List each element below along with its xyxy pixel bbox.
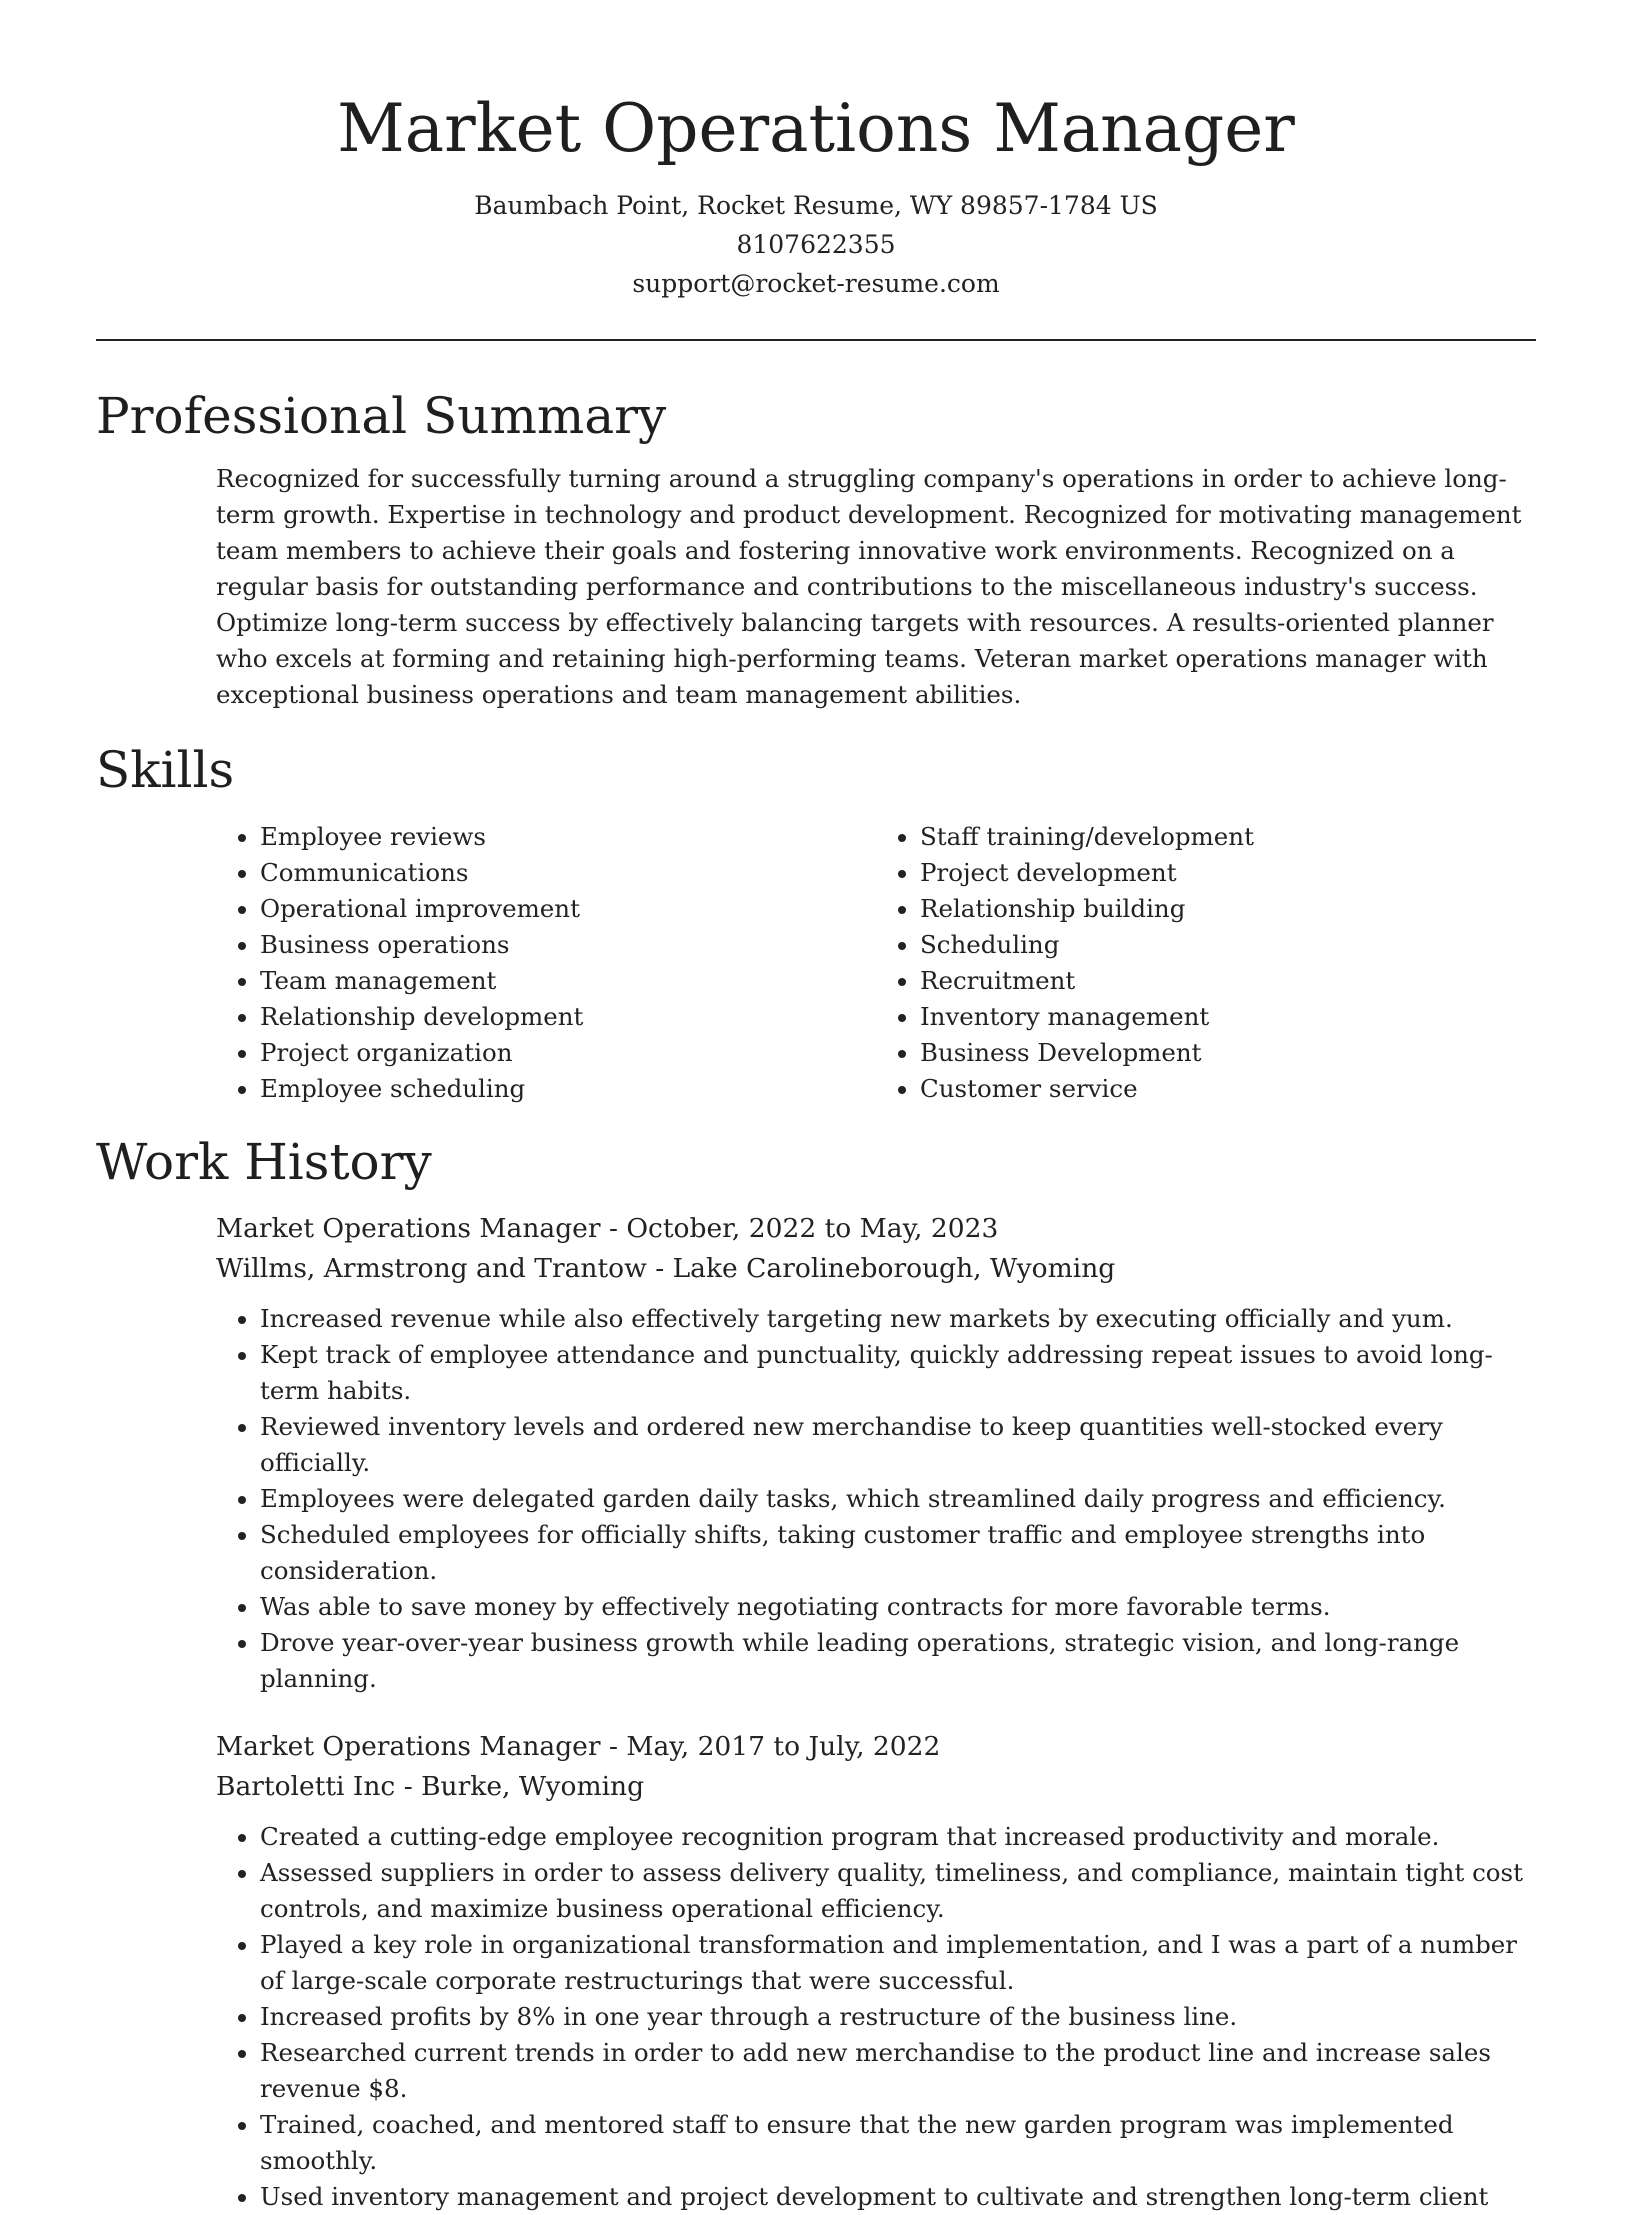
job-bullet: • Drove year-over-year business growth while leading operations, strategic vision, and long-range planning. [260, 1625, 1536, 1697]
job-bullet: • Increased revenue while also effectively targeting new markets by executing officially and yum. [260, 1301, 1536, 1337]
summary-text: Recognized for successfully turning around a struggling company's operations in order to achieve long-term growth. Expertise in technology and product development. Recognized for motivating management team members to achieve their goals and fostering innovative work environments. Recognized on a regular basis for outstanding performance and contributions to the miscellaneous industry's success. Optimize long-term success by effectively balancing targets with resources. A results-oriented planner who excels at forming and retaining high-performing teams. Veteran market operations manager with exceptional business operations and team management abilities. [216, 464, 1522, 709]
phone-number: 8107622355 [736, 230, 896, 259]
job-title-dates: Market Operations Manager - May, 2017 to July, 2022 [216, 1731, 941, 1762]
job-company-location: Bartoletti Inc - Burke, Wyoming [216, 1771, 645, 1802]
skill-item: • Scheduling [920, 927, 1536, 963]
skill-item: • Relationship development [260, 999, 876, 1035]
job-bullet: • Scheduled employees for officially shifts, taking customer traffic and employee strengths into consideration. [260, 1517, 1536, 1589]
skill-item: • Customer service [920, 1071, 1536, 1107]
skill-item: • Employee scheduling [260, 1071, 876, 1107]
section-title-work-history: Work History [96, 1133, 432, 1191]
skills-columns [216, 819, 1536, 1107]
section-title-skills: Skills [96, 741, 235, 799]
skill-item: • Employee reviews [260, 819, 876, 855]
skill-item: • Team management [260, 963, 876, 999]
job-bullet: • Used inventory management and project development to cultivate and strengthen long-term client [260, 2179, 1536, 2215]
job-entry [216, 1209, 1536, 1697]
skills-list-right [876, 819, 1536, 1107]
skill-item: • Operational improvement [260, 891, 876, 927]
job-bullet: • Increased profits by 8% in one year through a restructure of the business line. [260, 1999, 1536, 2035]
work-history-section [96, 1127, 1536, 2215]
job-title-dates: Market Operations Manager - October, 2022 to May, 2023 [216, 1213, 999, 1244]
job-bullet-list [216, 1819, 1536, 2215]
job-bullet-list [216, 1301, 1536, 1697]
skill-item: • Business operations [260, 927, 876, 963]
header-divider [96, 339, 1536, 341]
job-bullet: • Employees were delegated garden daily tasks, which streamlined daily progress and efficiency. [260, 1481, 1536, 1517]
resume-header [96, 0, 1536, 303]
job-bullet: • Trained, coached, and mentored staff to ensure that the new garden program was implemented smoothly. [260, 2107, 1536, 2179]
resume-page [96, 0, 1536, 2215]
skill-item: • Project development [920, 855, 1536, 891]
job-bullet: • Kept track of employee attendance and punctuality, quickly addressing repeat issues to avoid long-term habits. [260, 1337, 1536, 1409]
address: Baumbach Point, Rocket Resume, WY 89857-1784 US [474, 191, 1158, 220]
skill-item: • Relationship building [920, 891, 1536, 927]
job-bullet: • Researched current trends in order to add new merchandise to the product line and increase sales revenue $8. [260, 2035, 1536, 2107]
skill-item: • Inventory management [920, 999, 1536, 1035]
job-company-location: Willms, Armstrong and Trantow - Lake Carolineborough, Wyoming [216, 1253, 1116, 1284]
skill-item: • Staff training/development [920, 819, 1536, 855]
candidate-name: Market Operations Manager [337, 90, 1295, 167]
section-title-summary: Professional Summary [96, 387, 667, 445]
job-bullet: • Assessed suppliers in order to assess delivery quality, timeliness, and compliance, maintain tight cost controls, and maximize business operational efficiency. [260, 1855, 1536, 1927]
skill-item: • Recruitment [920, 963, 1536, 999]
job-bullet: • Reviewed inventory levels and ordered new merchandise to keep quantities well-stocked every officially. [260, 1409, 1536, 1481]
skill-item: • Communications [260, 855, 876, 891]
email-address: support@rocket-resume.com [632, 269, 1000, 298]
professional-summary-section [96, 381, 1536, 713]
skills-list-left [216, 819, 876, 1107]
job-bullet: • Played a key role in organizational transformation and implementation, and I was a part of a number of large-scale corporate restructurings that were successful. [260, 1927, 1536, 1999]
skills-section [96, 735, 1536, 1107]
summary-body [216, 461, 1536, 713]
contact-info [96, 186, 1536, 303]
job-entry [216, 1727, 1536, 2215]
job-bullet: • Was able to save money by effectively negotiating contracts for more favorable terms. [260, 1589, 1536, 1625]
job-bullet: • Created a cutting-edge employee recognition program that increased productivity and morale. [260, 1819, 1536, 1855]
skill-item: • Business Development [920, 1035, 1536, 1071]
skill-item: • Project organization [260, 1035, 876, 1071]
